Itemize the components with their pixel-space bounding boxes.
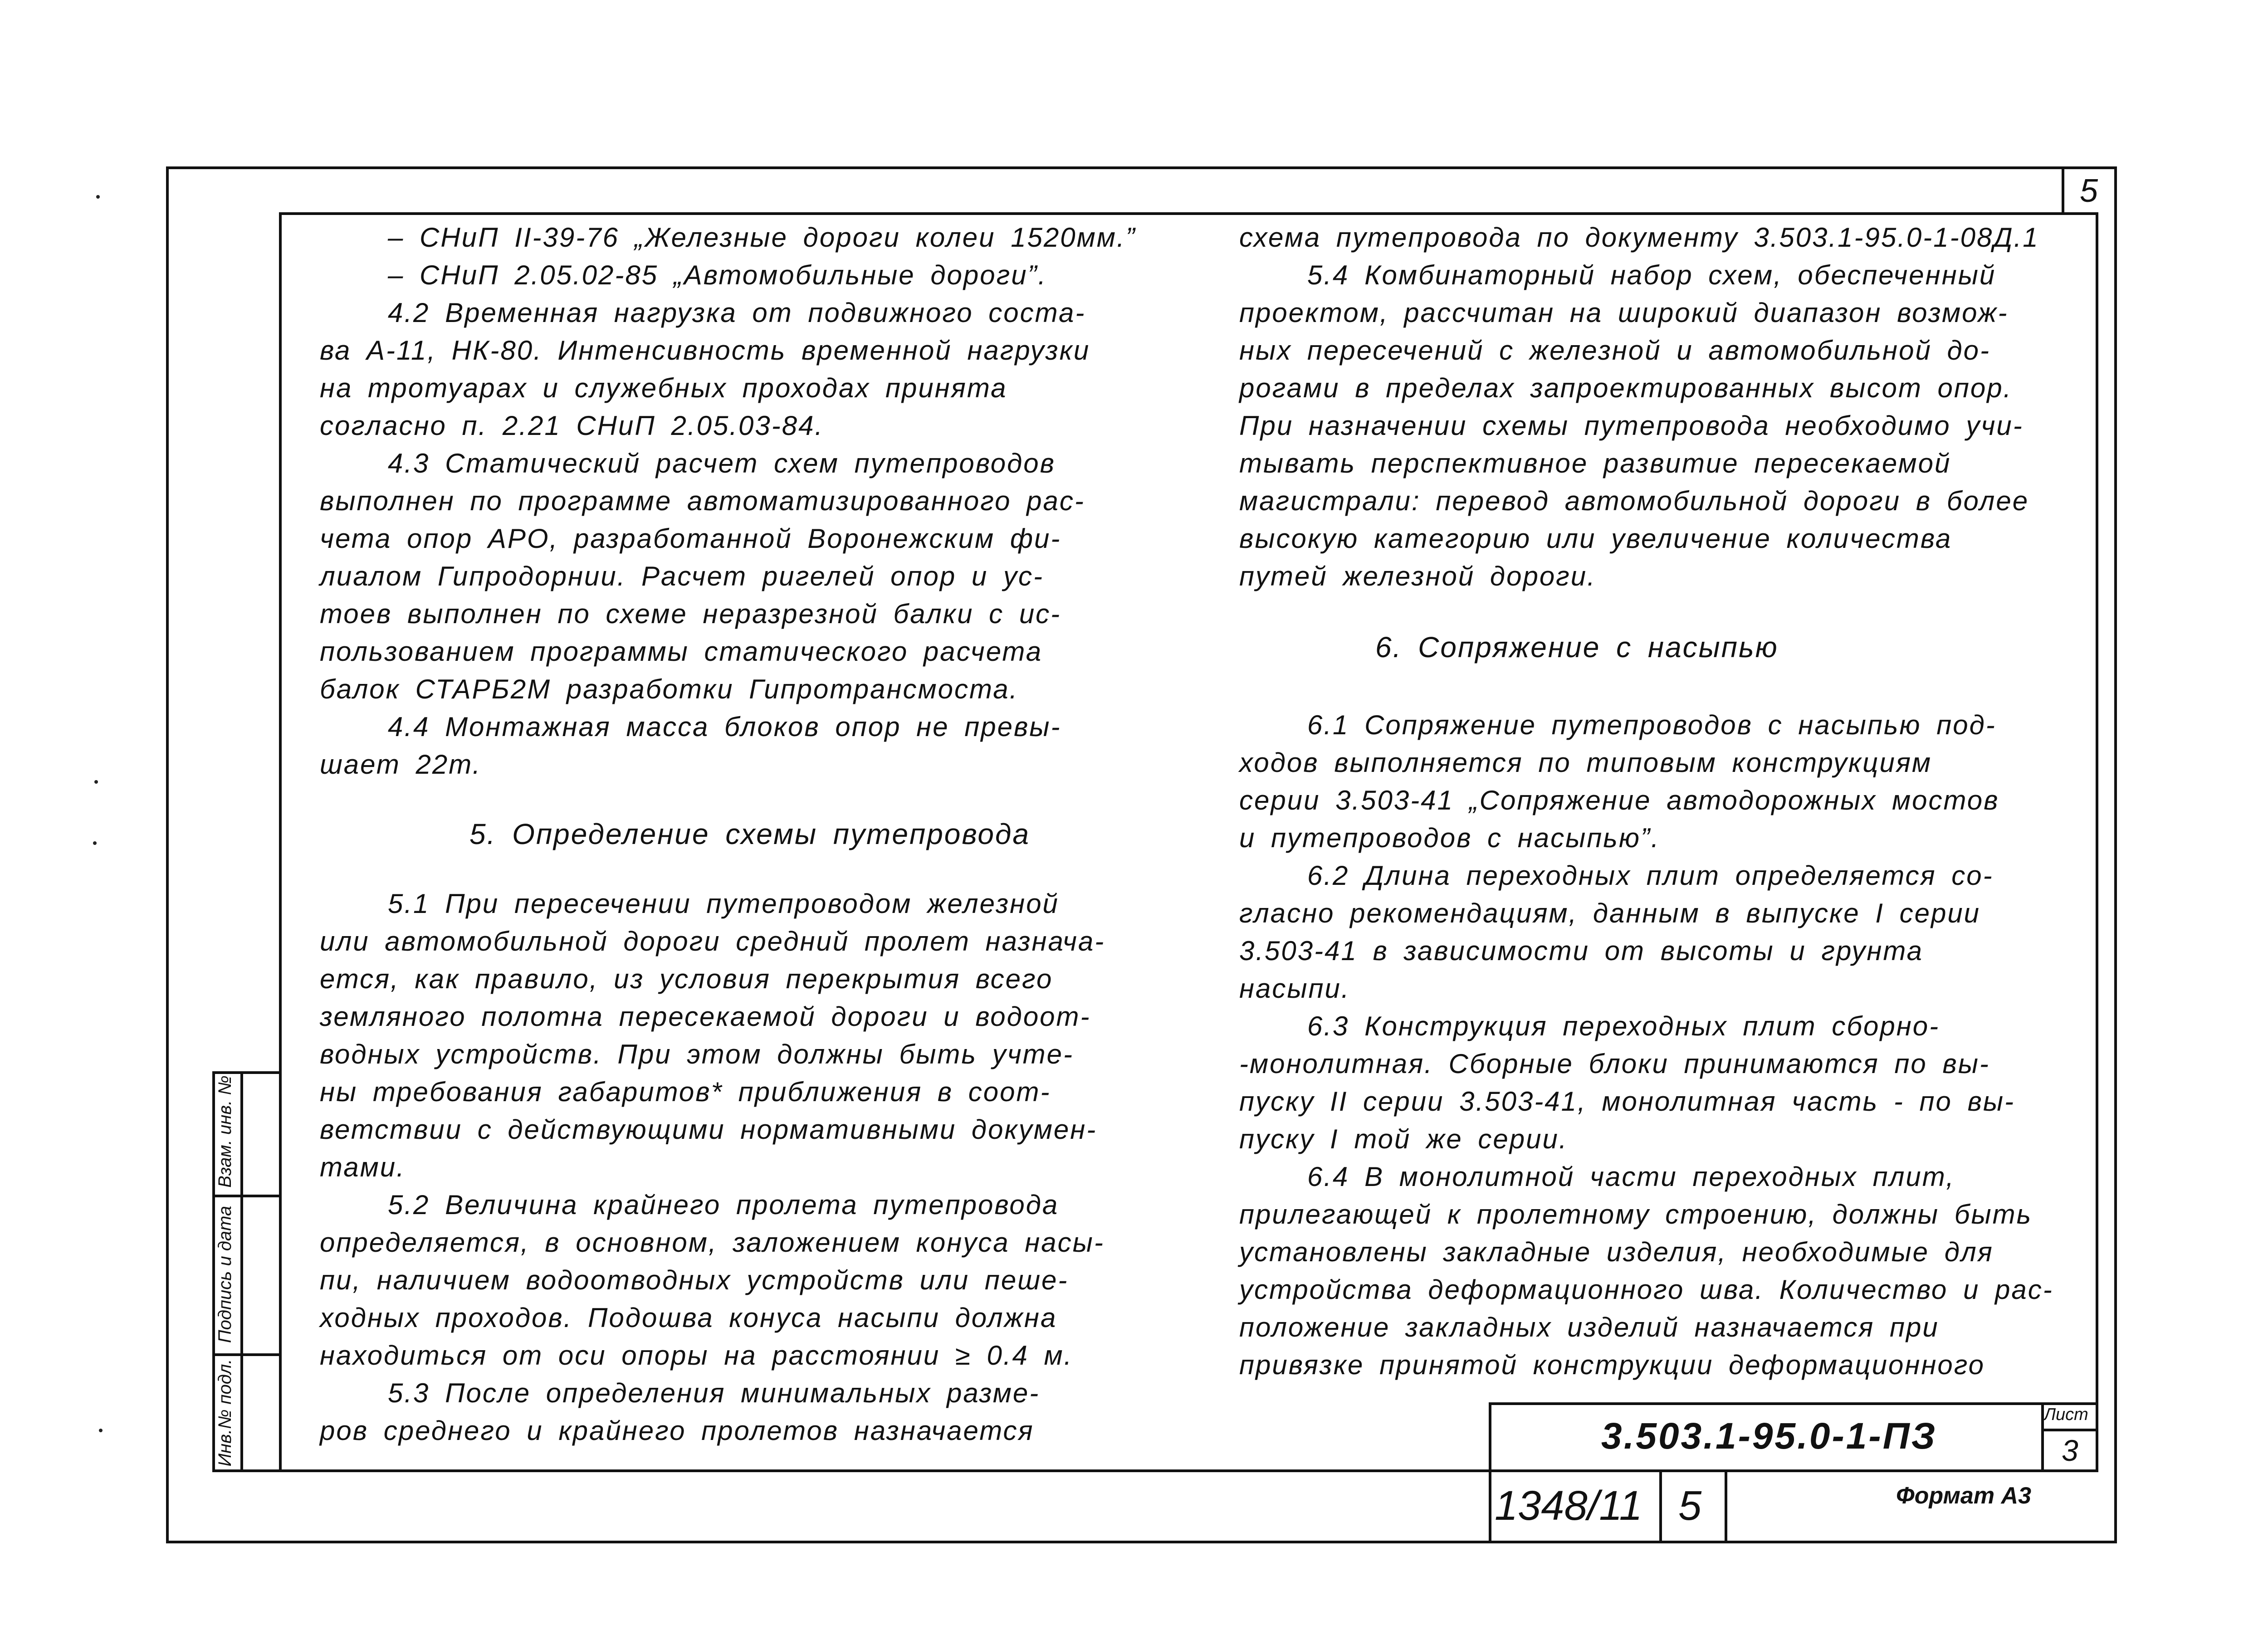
text-line: путей железной дороги. <box>1239 561 1596 591</box>
side-stamp-inv-original: Инв.№ подл. <box>215 1359 235 1467</box>
text-line: 3.503-41 в зависимости от высоты и грунта <box>1239 936 1924 966</box>
text-line: или автомобильной дороги средний пролет назнача- <box>320 926 1105 957</box>
text-line: тами. <box>320 1152 406 1182</box>
text-line: – СНиП 2.05.02-85 „Автомобильные дороги”. <box>388 260 1047 290</box>
side-stamp-replaced-inv: Взам. инв. № <box>215 1075 235 1188</box>
text-line: 6.3 Конструкция переходных плит сборно- <box>1307 1011 1940 1041</box>
text-line: на тротуарах и служебных проходах принята <box>320 373 1007 403</box>
text-line: рогами в пределах запроектированных высот опор. <box>1239 373 2013 403</box>
text-line: согласно п. 2.21 СНиП 2.05.03-84. <box>320 410 824 441</box>
scan-speck <box>94 780 98 784</box>
text-line: При назначении схемы путепровода необходимо учи- <box>1239 410 2024 441</box>
text-line: шает 22т. <box>320 749 482 780</box>
text-line: магистрали: перевод автомобильной дороги в более <box>1239 486 2029 516</box>
text-line: ходных проходов. Подошва конуса насыпи должна <box>320 1303 1057 1333</box>
text-line: ва А-11, НК-80. Интенсивность временной нагрузки <box>320 335 1090 366</box>
text-line: ется, как правило, из условия перекрытия всего <box>320 964 1053 994</box>
text-line: 4.2 Временная нагрузка от подвижного соста- <box>388 298 1086 328</box>
text-line: выполнен по программе автоматизированного рас- <box>320 486 1085 516</box>
text-line: пуску I той же серии. <box>1239 1124 1568 1154</box>
text-line: находиться от оси опоры на расстоянии ≥ 0.4 м. <box>320 1340 1073 1371</box>
text-line: лиалом Гипродорнии. Расчет ригелей опор и ус- <box>320 561 1044 591</box>
text-line: установлены закладные изделия, необходимые для <box>1239 1237 1994 1267</box>
page-number-bottom: 5 <box>1678 1483 1702 1529</box>
sheet-number: 3 <box>2062 1434 2078 1467</box>
archive-number: 1348/11 <box>1495 1483 1642 1529</box>
sheet-label: Лист <box>2044 1405 2088 1424</box>
side-stamp-signature-date: Подпись и дата <box>215 1205 235 1343</box>
page-number-box-divider <box>2062 166 2064 214</box>
text-line: насыпи. <box>1239 973 1350 1004</box>
scan-speck <box>93 841 97 845</box>
text-line: пуску II серии 3.503-41, монолитная часть - по вы- <box>1239 1086 2015 1117</box>
text-line: и путепроводов с насыпью”. <box>1239 823 1660 853</box>
text-line: пи, наличием водоотводных устройств или пеше- <box>320 1265 1069 1295</box>
text-line: 4.4 Монтажная масса блоков опор не превы- <box>388 712 1061 742</box>
document-designation: 3.503.1-95.0-1-ПЗ <box>1601 1415 1937 1457</box>
text-line: прилегающей к пролетному строению, должны быть <box>1239 1199 2033 1230</box>
text-line: ны требования габаритов* приближения в соот- <box>320 1077 1051 1107</box>
text-line: -монолитная. Сборные блоки принимаются по вы- <box>1239 1049 1990 1079</box>
title-block-top-line <box>1489 1402 2098 1405</box>
title-block-left-line <box>1489 1402 1491 1543</box>
text-line: положение закладных изделий назначается при <box>1239 1312 1939 1342</box>
text-line: гласно рекомендациям, данным в выпуске I серии <box>1239 898 1981 928</box>
text-line: 5.3 После определения минимальных разме- <box>388 1378 1040 1408</box>
text-line: схема путепровода по документу 3.503.1-95.0-1-08Д.1 <box>1239 222 2039 253</box>
text-line: тывать перспективное развитие пересекаемой <box>1239 448 1951 478</box>
section-heading: 5. Определение схемы путепровода <box>469 818 1030 850</box>
text-line: 6.1 Сопряжение путепроводов с насыпью под- <box>1307 710 1996 740</box>
text-line: 6.2 Длина переходных плит определяется со- <box>1307 860 1994 891</box>
left-text-column <box>320 219 1136 1449</box>
bottom-row-divider <box>1725 1469 1727 1543</box>
paper-format: Формат А3 <box>1896 1483 2031 1509</box>
text-line: ветствии с действующими нормативными докумен- <box>320 1114 1097 1145</box>
scan-speck <box>96 195 100 199</box>
text-line: балок СТАРБ2М разработки Гипротрансмоста. <box>320 674 1019 704</box>
text-line: земляного полотна пересекаемой дороги и водоот- <box>320 1001 1091 1032</box>
text-line: пользованием программы статического расчета <box>320 636 1043 667</box>
scan-speck <box>99 1429 103 1432</box>
text-line: ходов выполняется по типовым конструкциям <box>1239 747 1932 778</box>
text-line: проектом, рассчитан на широкий диапазон возмож- <box>1239 298 2009 328</box>
page-number-top: 5 <box>2080 173 2098 209</box>
section-heading: 6. Сопряжение с насыпью <box>1375 631 1779 664</box>
right-text-column <box>1239 219 2092 1384</box>
text-line: 6.4 В монолитной части переходных плит, <box>1307 1161 1955 1192</box>
bottom-row-divider <box>1659 1469 1662 1543</box>
text-line: 5.4 Комбинаторный набор схем, обеспеченный <box>1307 260 1996 290</box>
text-line: ров среднего и крайнего пролетов назначается <box>320 1415 1034 1446</box>
sheet-cell-split <box>2041 1429 2098 1431</box>
text-line: привязке принятой конструкции деформационного <box>1239 1350 1985 1380</box>
text-line: тоев выполнен по схеме неразрезной балки с ис- <box>320 599 1061 629</box>
text-line: чета опор АРО, разработанной Воронежским фи- <box>320 523 1061 554</box>
text-line: водных устройств. При этом должны быть учте- <box>320 1039 1074 1069</box>
text-line: 5.1 При пересечении путепроводом железной <box>388 888 1059 919</box>
text-line: устройства деформационного шва. Количество и рас- <box>1239 1274 2053 1305</box>
text-line: серии 3.503-41 „Сопряжение автодорожных мостов <box>1239 785 1999 815</box>
text-line: высокую категорию или увеличение количества <box>1239 523 1952 554</box>
text-line: 4.3 Статический расчет схем путепроводов <box>388 448 1056 478</box>
side-stamp-divider <box>240 1071 243 1472</box>
text-line: ных пересечений с железной и автомобильной до- <box>1239 335 1990 366</box>
text-line: – СНиП II-39-76 „Железные дороги колеи 1520мм.” <box>388 222 1136 253</box>
text-line: 5.2 Величина крайнего пролета путепровода <box>388 1190 1059 1220</box>
text-line: определяется, в основном, заложением конуса насы- <box>320 1227 1105 1258</box>
